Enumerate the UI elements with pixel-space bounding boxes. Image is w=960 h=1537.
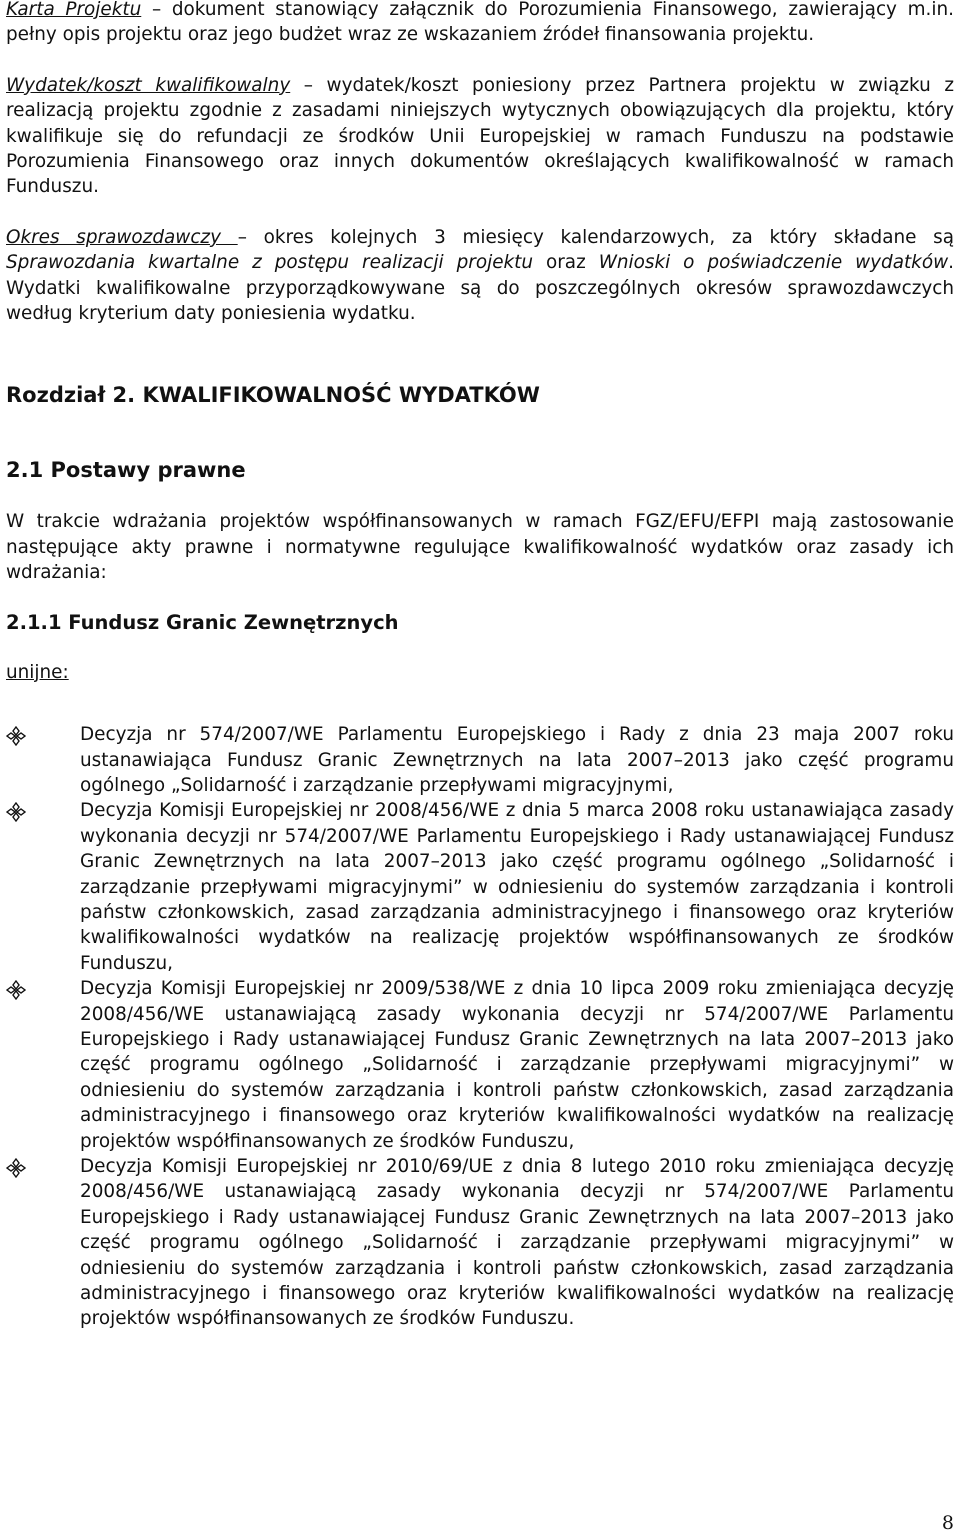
chapter-heading: Rozdział 2. KWALIFIKOWALNOŚĆ WYDATKÓW — [6, 383, 540, 408]
subsection-heading: 2.1.1 Fundusz Granic Zewnętrznych — [6, 610, 399, 634]
intro-term: Karta Projektu — [6, 0, 142, 20]
definition-term: Wydatek/koszt kwalifikowalny — [6, 74, 291, 96]
definition-italic-text: Wnioski o poświadczenie wydatków — [598, 252, 949, 274]
definition-text: – wydatek/koszt poniesiony przez Partnera projektu w związku z realizacją projektu zgodnie z zasadami niniejszych wytycznych obowiązujących dla projektu, który kwalifikuje się do refundacji ze środków Unii Europejskiej w ramach Funduszu na podstawie Porozumienia Finansowego oraz innych dokumentów określających kwalifikowalność w ramach Funduszu. — [6, 74, 955, 198]
diamond-bullet-icon — [6, 980, 26, 1000]
diamond-bullet-icon — [6, 1158, 26, 1178]
document-page — [6, 0, 954, 1332]
diamond-bullet-icon — [6, 802, 26, 822]
intro-paragraph — [6, 0, 954, 48]
list-item — [6, 798, 954, 976]
diamond-bullet-icon — [6, 726, 26, 746]
definition-text: – okres kolejnych 3 miesięcy kalendarzowych, za który składane są — [237, 226, 954, 248]
list-label: unijne: — [6, 661, 69, 683]
definition-paragraph-eligible-cost — [6, 73, 954, 200]
definition-italic-text: Sprawozdania kwartalne z postępu realizacji projektu — [6, 252, 534, 274]
list-item-text: Decyzja Komisji Europejskiej nr 2008/456/WE z dnia 5 marca 2008 roku ustanawiająca zasady wykonania decyzji nr 574/2007/WE Parlamentu Europejskiego i Rady ustanawiającej Fundusz Granic Zewnętrznych na lata 2007–2013 jako część programu ogólnego „Solidarność i zarządzanie przepływami migracyjnymi” w odniesieniu do systemów zarządzania i kontroli państw członkowskich, zasad zarządzania administracyjnego i finansowego oraz kryteriów kwalifikowalności wydatków na realizację projektów współfinansowanych ze środków Funduszu, — [80, 800, 954, 974]
list-item — [6, 1154, 954, 1332]
list-item-text: Decyzja Komisji Europejskiej nr 2009/538/WE z dnia 10 lipca 2009 roku zmieniająca decyzję 2008/456/WE ustanawiającą zasady wykonania decyzji nr 574/2007/WE Parlamentu Europejskiego i Rady ustanawiającej Fundusz Granic Zewnętrznych na lata 2007–2013 jako część programu ogólnego „Solidarność i zarządzanie przepływami migracyjnymi” w odniesieniu do systemów zarządzania i kontroli państw członkowskich, zasad zarządzania administracyjnego i finansowego oraz kryteriów kwalifikowalności wydatków na realizację projektów współfinansowanych ze środków Funduszu, — [80, 978, 954, 1152]
definition-text: . Wydatki kwalifikowalne przyporządkowywane są do poszczególnych okresów sprawozdawczych według kryterium daty poniesienia wydatku. — [6, 252, 954, 325]
intro-text: – dokument stanowiący załącznik do Porozumienia Finansowego, zawierający m.in. pełny opis projektu oraz jego budżet wraz ze wskazaniem źródeł finansowania projektu. — [6, 0, 954, 46]
page-number: 8 — [941, 1512, 954, 1534]
definition-text: oraz — [533, 252, 599, 274]
definition-term: Okres sprawozdawczy — [6, 226, 238, 248]
legal-acts-list — [6, 722, 954, 1332]
list-item-text: Decyzja Komisji Europejskiej nr 2010/69/UE z dnia 8 lutego 2010 roku zmieniająca decyzję 2008/456/WE ustanawiającą zasady wykonania decyzji nr 574/2007/WE Parlamentu Europejskiego i Rady ustanawiającej Fundusz Granic Zewnętrznych na lata 2007–2013 jako część programu ogólnego „Solidarność i zarządzanie przepływami migracyjnymi” w odniesieniu do systemów zarządzania i kontroli państw członkowskich, zasad zarządzania administracyjnego i finansowego oraz kryteriów kwalifikowalności wydatków na realizację projektów współfinansowanych ze środków Funduszu. — [80, 1156, 954, 1330]
list-item-text: Decyzja nr 574/2007/WE Parlamentu Europejskiego i Rady z dnia 23 maja 2007 roku ustanawiająca Fundusz Granic Zewnętrznych na lata 2007–2013 jako część programu ogólnego „Solidarność i zarządzanie przepływami migracyjnymi, — [80, 724, 954, 796]
section-heading: 2.1 Postawy prawne — [6, 458, 246, 483]
definition-paragraph-reporting-period — [6, 225, 954, 327]
list-item — [6, 722, 954, 798]
list-item — [6, 976, 954, 1154]
section-intro-paragraph: W trakcie wdrażania projektów współfinansowanych w ramach FGZ/EFU/EFPI mają zastosowanie następujące akty prawne i normatywne regulujące kwalifikowalność wydatków oraz zasady ich wdrażania: — [6, 511, 954, 584]
